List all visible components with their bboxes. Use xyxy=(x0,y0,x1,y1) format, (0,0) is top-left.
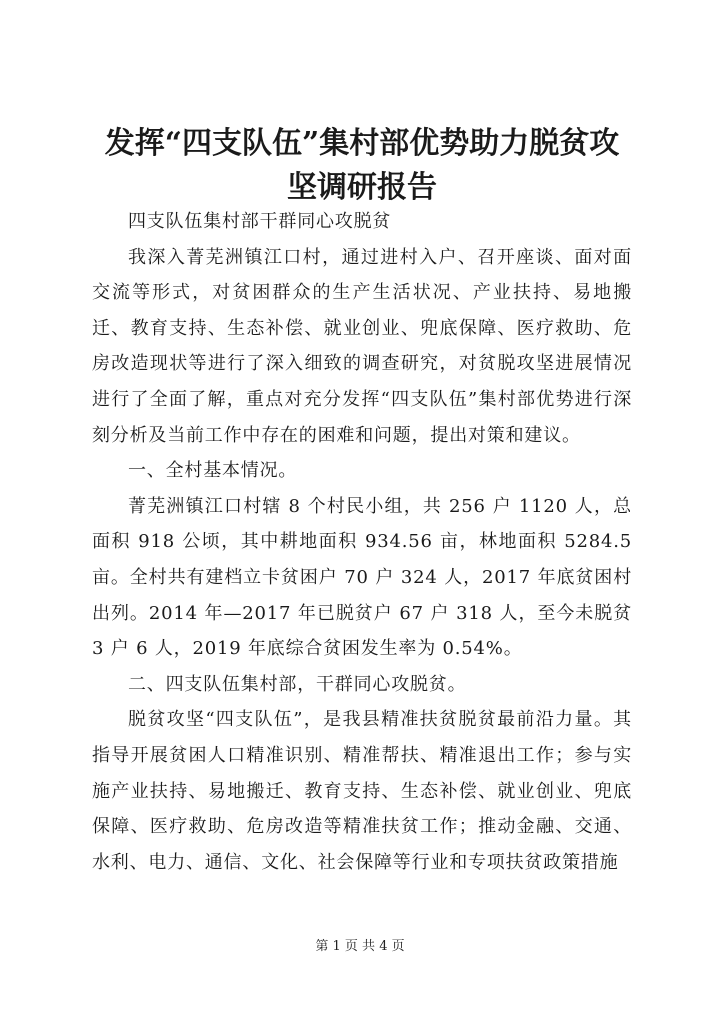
paragraph-intro: 我深入菁芜洲镇江口村，通过进村入户、召开座谈、面对面交流等形式，对贫困群众的生产生活状况、产业扶持、易地搬迁、教育支持、生态补偿、就业创业、兜底保障、医疗救助、危房改造现状等进行了深入细致的调查研究，对贫脱攻坚进展情况进行了全面了解，重点对充分发挥“四支队伍”集村部优势进行深刻分析及当前工作中存在的困难和问题，提出对策和建议。 xyxy=(92,246,632,446)
section-heading-2: 二、四支队伍集村部，干群同心攻脱贫。 xyxy=(128,673,467,695)
paragraph-village-info: 菁芜洲镇江口村辖 8 个村民小组，共 256 户 1120 人，总面积 918 公顷，其中耕地面积 934.56 亩，林地面积 5284.5 亩。全村共有建档立卡贫困户 70 户 324 人，2017 年底贫困村出列。2014 年—2017 年已脱贫户 67 户 318 人，至今未脱贫 3 户 6 人，2019 年底综合贫困发生率为 0.54%。 xyxy=(92,495,632,660)
document-body xyxy=(92,204,632,880)
section-heading-1: 一、全村基本情况。 xyxy=(128,460,298,482)
document-title: 发挥“四支队伍”集村部优势助力脱贫攻坚调研报告 xyxy=(104,126,620,205)
paragraph-subtitle: 四支队伍集村部干群同心攻脱贫 xyxy=(128,211,392,232)
paragraph-four-teams: 脱贫攻坚“四支队伍”，是我县精准扶贫脱贫最前沿力量。其指导开展贫困人口精准识别、精准帮扶、精准退出工作；参与实施产业扶持、易地搬迁、教育支持、生态补偿、就业创业、兜底保障、医疗救助、危房改造等精准扶贫工作；推动金融、交通、水利、电力、通信、文化、社会保障等行业和专项扶贫政策措施 xyxy=(92,709,632,873)
page-footer: 第 1 页 共 4 页 xyxy=(315,939,405,954)
